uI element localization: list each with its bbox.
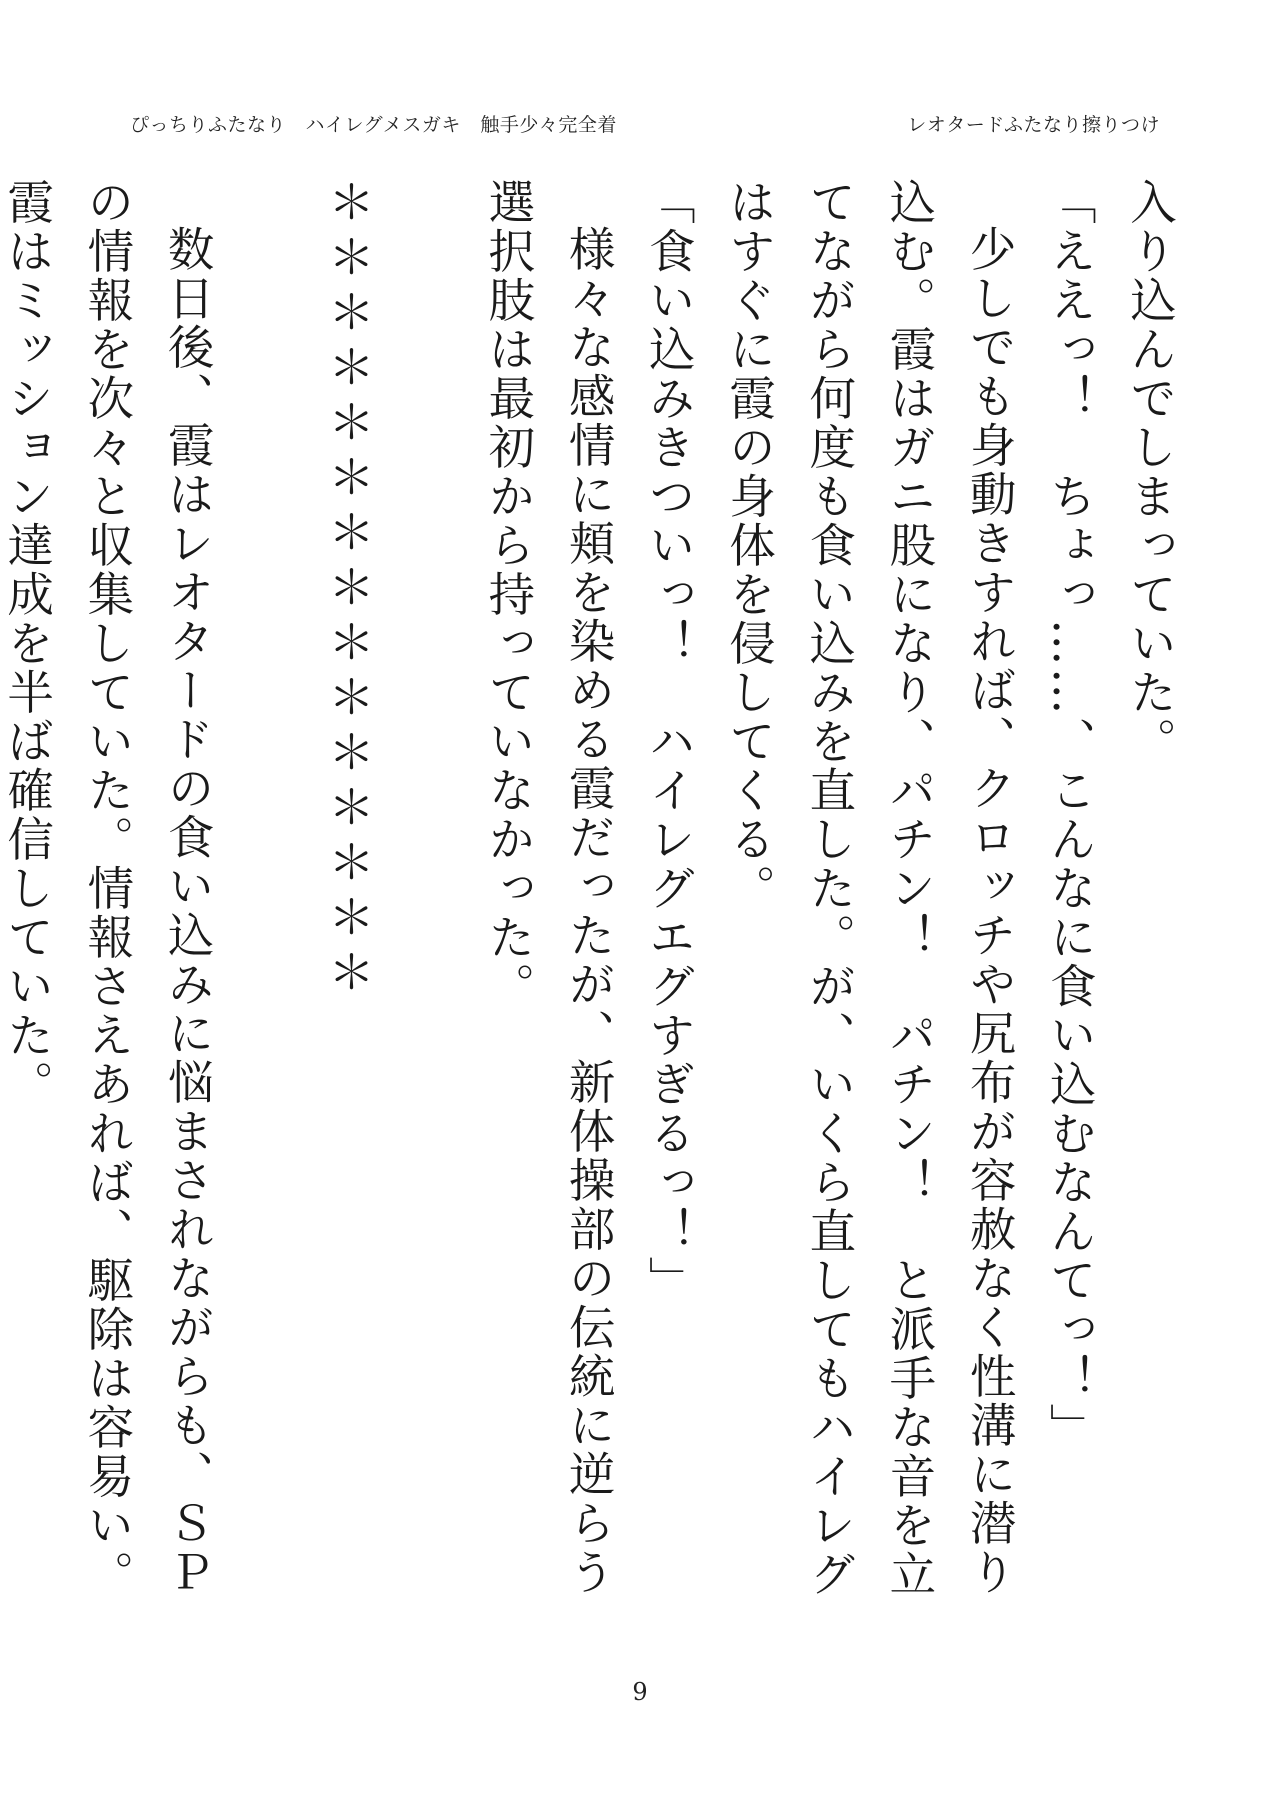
vertical-body-text <box>0 178 1190 1608</box>
scene-break-asterisks: ＊＊＊＊＊＊＊＊＊＊＊＊＊＊＊ <box>320 178 375 1003</box>
dialogue-line: 「食い込みきついっ！ ハイレグエグすぎるっ！」 <box>641 178 696 1305</box>
running-header-title: ぴっちりふたなり ハイレグメスガキ 触手少々完全着 <box>130 114 617 136</box>
page-number: 9 <box>632 1678 648 1706</box>
narration-paragraph: 数日後、霞はレオタードの食い込みに悩まされながらも、ＳＰの情報を次々と収集していた。情報さえあれば、駆除は容易い。霞はミッション達成を半ば確信していた。 <box>0 178 215 1599</box>
narration-paragraph: 少しでも身動きすれば、クロッチや尻布が容赦なく性溝に潜り込む。霞はガニ股になり、パチン！ パチン！ と派手な音を立てながら何度も食い込みを直した。が、いくら直してもハイレグはすぐに霞の身体を侵してくる。 <box>721 178 1017 1599</box>
running-header-chapter: レオタードふたなり擦りつけ <box>907 114 1160 136</box>
paragraph-continuation: 入り込んでしまっていた。 <box>1123 178 1177 766</box>
narration-paragraph: 様々な感情に頬を染める霞だったが、新体操部の伝統に逆らう選択肢は最初から持っていなかった。 <box>481 178 616 1597</box>
dialogue-line: 「ええっ！ ちょっ……、こんなに食い込むなんてっ！」 <box>1042 178 1097 1452</box>
